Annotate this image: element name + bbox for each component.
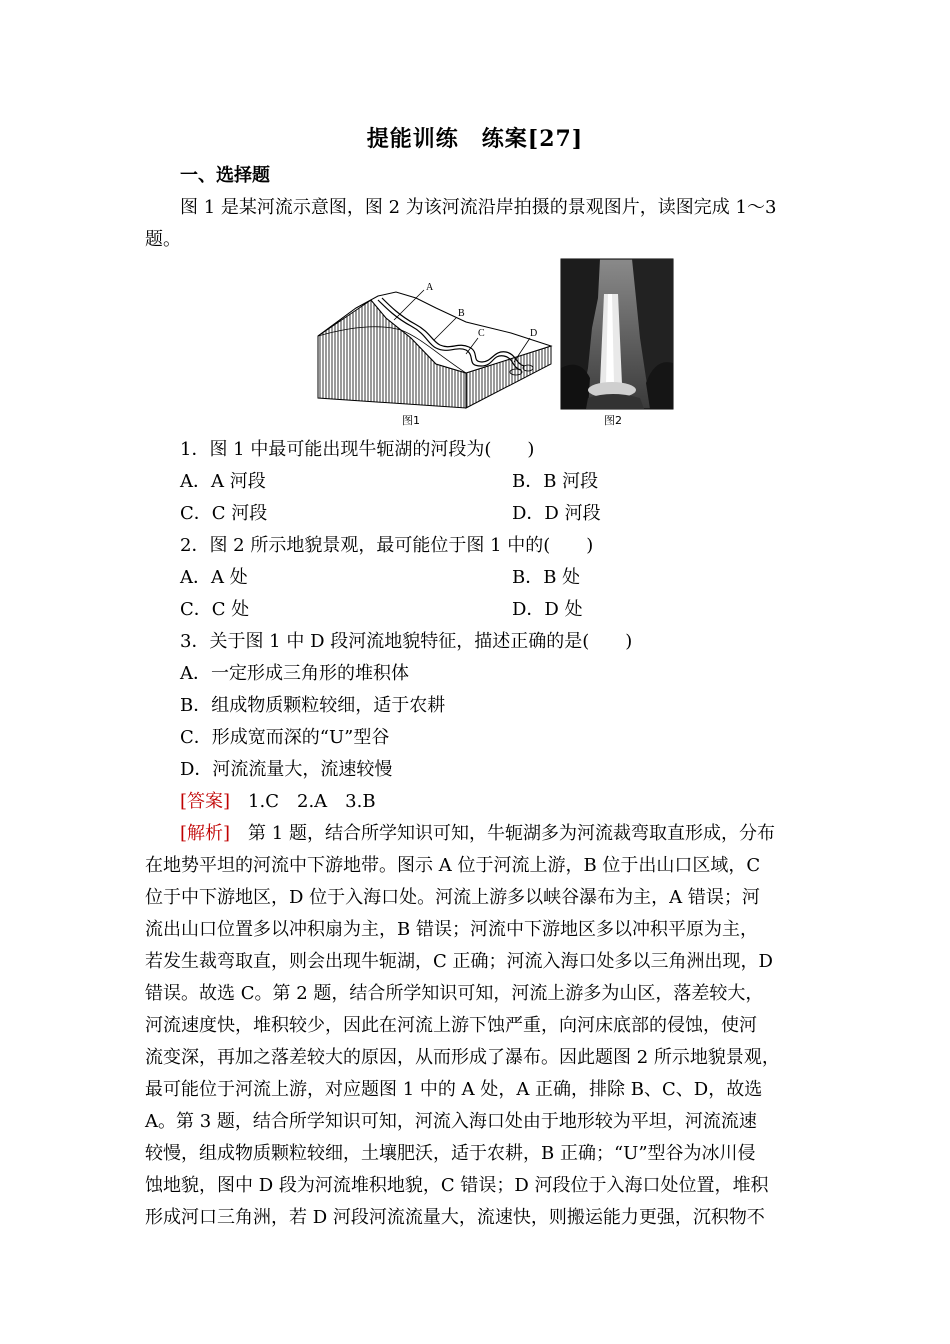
figure-2-waterfall-photo xyxy=(560,258,674,430)
analysis-label: [解析] xyxy=(180,823,231,844)
label-a: A xyxy=(426,282,434,293)
question-1-option-a: A．A 河段 xyxy=(180,471,266,492)
page-title: 提能训练 练案[27] xyxy=(366,126,584,152)
question-1-option-d: D．D 河段 xyxy=(512,503,601,524)
label-c: C xyxy=(478,328,485,339)
question-2-option-c: C．C 处 xyxy=(180,599,250,620)
analysis-line-4: 流出山口位置多以冲积扇为主，B 错误；河流中下游地区多以冲积平原为主， xyxy=(145,919,758,940)
label-b: B xyxy=(458,308,465,319)
analysis-line-6: 错误。故选 C。第 2 题，结合所学知识可知，河流上游多为山区，落差较大， xyxy=(145,983,764,1004)
intro-text-line-2: 题。 xyxy=(145,229,181,250)
question-2-stem: 2．图 2 所示地貌景观，最可能位于图 1 中的( ) xyxy=(180,535,594,556)
answer-line xyxy=(180,786,376,818)
analysis-line-3: 位于中下游地区，D 位于入海口处。河流上游多以峡谷瀑布为主，A 错误；河 xyxy=(145,887,760,908)
analysis-line-13: 形成河口三角洲，若 D 河段河流流量大，流速快，则搬运能力更强，沉积物不 xyxy=(145,1207,765,1228)
label-d: D xyxy=(530,328,538,339)
question-1-stem: 1．图 1 中最可能出现牛轭湖的河段为( ) xyxy=(180,439,535,460)
question-1-option-b: B．B 河段 xyxy=(512,471,599,492)
section-heading: 一、选择题 xyxy=(180,165,270,186)
question-3-stem: 3．关于图 1 中 D 段河流地貌特征，描述正确的是( ) xyxy=(180,631,633,652)
intro-text-line-1: 图 1 是某河流示意图，图 2 为该河流沿岸拍摄的景观图片，读图完成 1～3 xyxy=(180,197,777,218)
analysis-line-12: 蚀地貌，图中 D 段为河流堆积地貌，C 错误；D 河段位于入海口处位置，堆积 xyxy=(145,1175,769,1196)
analysis-line-5: 若发生裁弯取直，则会出现牛轭湖，C 正确；河流入海口处多以三角洲出现，D xyxy=(145,951,773,972)
question-2-option-d: D．D 处 xyxy=(512,599,583,620)
question-2-option-b: B．B 处 xyxy=(512,567,581,588)
answer-text: 1.C 2.A 3.B xyxy=(230,791,376,812)
analysis-text-1: 第 1 题，结合所学知识可知，牛轭湖多为河流裁弯取直形成，分布 xyxy=(230,823,775,844)
figure-1-caption: 图1 xyxy=(402,414,420,427)
question-3-option-c: C．形成宽而深的“U”型谷 xyxy=(180,727,390,748)
answer-label: [答案] xyxy=(180,791,231,812)
question-3-option-a: A．一定形成三角形的堆积体 xyxy=(180,663,409,684)
figure-1-river-diagram xyxy=(316,278,556,430)
question-3-option-d: D．河流流量大，流速较慢 xyxy=(180,759,393,780)
analysis-line-9: 最可能位于河流上游，对应题图 1 中的 A 处，A 正确，排除 B、C、D，故选 xyxy=(145,1079,763,1100)
analysis-line-10: A。第 3 题，结合所学知识可知，河流入海口处由于地形较为平坦，河流流速 xyxy=(145,1111,757,1132)
analysis-line-11: 较慢，组成物质颗粒较细，土壤肥沃，适于农耕，B 正确；“U”型谷为冰川侵 xyxy=(145,1143,756,1164)
analysis-line-8: 流变深，再加之落差较大的原因，从而形成了瀑布。因此题图 2 所示地貌景观， xyxy=(145,1047,780,1068)
figure-2-caption: 图2 xyxy=(604,414,622,427)
question-1-option-c: C．C 河段 xyxy=(180,503,268,524)
question-3-option-b: B．组成物质颗粒较细，适于农耕 xyxy=(180,695,446,716)
question-2-option-a: A．A 处 xyxy=(180,567,248,588)
analysis-line-1 xyxy=(180,818,775,850)
analysis-line-2: 在地势平坦的河流中下游地带。图示 A 位于河流上游，B 位于出山口区域，C xyxy=(145,855,761,876)
analysis-line-7: 河流速度快，堆积较少，因此在河流上游下蚀严重，向河床底部的侵蚀，使河 xyxy=(145,1015,757,1036)
